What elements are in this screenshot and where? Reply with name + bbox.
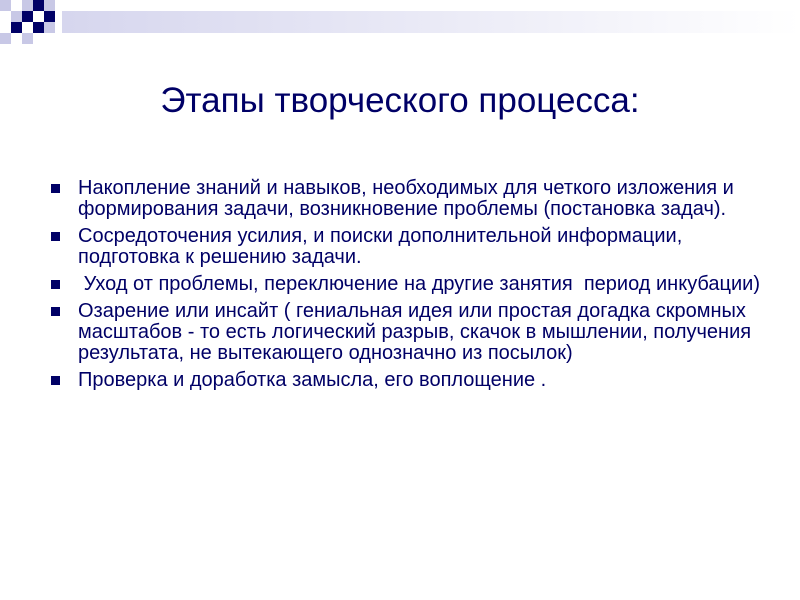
deco-square <box>22 33 33 44</box>
bullet-item <box>48 370 768 391</box>
bullet-item <box>48 274 768 295</box>
deco-square <box>33 0 44 11</box>
bullet-text: Проверка и доработка замысла, его воплощение . <box>78 369 547 391</box>
slide-title: Этапы творческого процесса: <box>160 81 640 120</box>
bullet-text: Озарение или инсайт ( гениальная идея или простая догадка скромных масштабов - то есть логический разрыв, скачок в мышлении, получения результата, не вытекающего однозначно из посылок) <box>78 300 752 364</box>
deco-square <box>44 22 55 33</box>
bullet-text: Накопление знаний и навыков, необходимых для четкого изложения и формирования задачи, возникновение проблемы (постановка задач). <box>78 177 734 220</box>
corner-decoration <box>0 0 800 50</box>
square-bullet-icon <box>51 280 60 289</box>
header-gradient-band <box>62 11 800 33</box>
square-bullet-icon <box>51 376 60 385</box>
square-bullet-icon <box>51 184 60 193</box>
square-bullet-icon <box>51 232 60 241</box>
deco-square <box>44 0 55 11</box>
deco-square <box>11 22 22 33</box>
bullet-item <box>48 301 768 364</box>
deco-square <box>0 0 11 11</box>
deco-square <box>44 11 55 22</box>
deco-square <box>22 0 33 11</box>
bullet-list <box>48 178 768 397</box>
bullet-item <box>48 226 768 268</box>
square-bullet-icon <box>51 307 60 316</box>
deco-square <box>11 11 22 22</box>
deco-square <box>0 33 11 44</box>
deco-square <box>33 22 44 33</box>
deco-square <box>22 11 33 22</box>
bullet-item <box>48 178 768 220</box>
bullet-text: Сосредоточения усилия, и поиски дополнительной информации, подготовка к решению задачи. <box>78 225 683 268</box>
bullet-text: Уход от проблемы, переключение на другие занятия период инкубации) <box>78 273 760 295</box>
